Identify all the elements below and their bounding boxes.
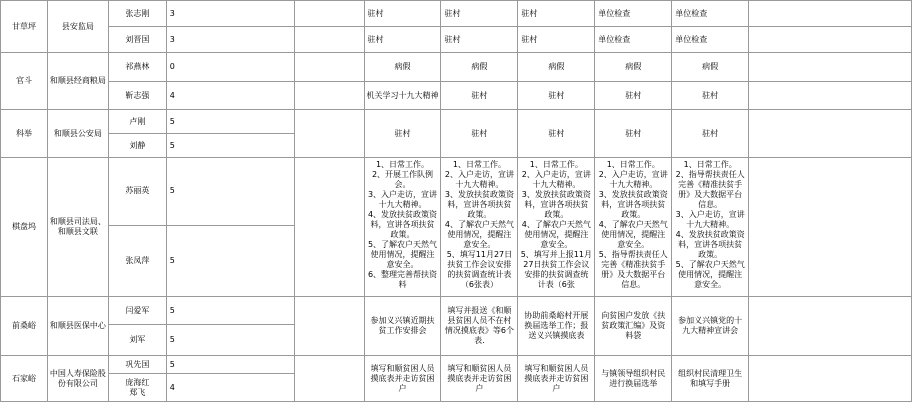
empty-cell (749, 297, 912, 356)
day-cell-block (595, 297, 672, 356)
day-cell: 驻村 (441, 110, 518, 158)
day-cell: 单位检查 (672, 27, 749, 53)
day-cell: 驻村 (441, 27, 518, 53)
table-row (1, 1, 912, 27)
day-text: 1、日常工作。 2、入户走访，宣讲十九大精神。 3、发放扶贫政策资料，宣讲各项扶贫政策。 4、了解农户天然气使用情况，提醒注意安全。 5、填写并上报11月27日扶贫工作会议安排的扶贫调查统计表（6张 (520, 160, 592, 289)
day-cell: 驻村 (441, 82, 518, 110)
count-cell: 5 (166, 110, 294, 134)
empty-cell (294, 53, 364, 82)
day-cell: 单位检查 (672, 1, 749, 27)
count-cell: 5 (166, 225, 294, 296)
count-cell: 5 (166, 297, 294, 325)
table-row (1, 27, 912, 53)
day-cell-block (364, 158, 441, 297)
day-cell-block (364, 356, 441, 402)
day-cell: 驻村 (518, 27, 595, 53)
person-cell: 庞海红 郑飞 (108, 374, 166, 402)
day-text: 填写和顺贫困人员摸底表并走访贫困户 (370, 363, 435, 393)
day-text: 组织村民清理卫生和填写手册 (678, 368, 743, 388)
empty-cell (749, 82, 912, 110)
empty-cell (294, 158, 364, 297)
day-cell-block (595, 158, 672, 297)
day-cell: 驻村 (364, 1, 441, 27)
town-cell: 官斗 (1, 53, 48, 110)
person-cell: 祁燕林 (108, 53, 166, 82)
day-text: 填写和顺贫困人员摸底表并走访贫困户 (447, 363, 512, 393)
day-cell: 驻村 (518, 110, 595, 158)
day-text: 协助前桑峪村开展换届选举工作；报送义兴镇摸底表 (524, 311, 589, 340)
count-cell: 5 (166, 356, 294, 374)
count-cell: 4 (166, 374, 294, 402)
empty-cell (294, 110, 364, 158)
day-text: 1、日常工作。 2、指导帮扶责任人完善《精准扶贫手册》及大数据平台信息。 3、入户走访，宣讲十九大精神。 4、发放扶贫政策资料，宣讲各项扶贫政策。 5、了解农户天然气使用情况，提醒注意安全。 (675, 160, 745, 289)
day-cell: 病假 (441, 53, 518, 82)
day-cell-block (595, 356, 672, 402)
day-cell-block (518, 297, 595, 356)
table-row (1, 356, 912, 374)
town-cell: 甘草坪 (1, 1, 48, 53)
day-cell-block (672, 356, 749, 402)
person-cell: 张志刚 (108, 1, 166, 27)
empty-cell (749, 158, 912, 297)
count-cell: 3 (166, 1, 294, 27)
day-cell: 单位检查 (595, 27, 672, 53)
unit-cell: 和顺县医保中心 (47, 297, 108, 356)
person-cell: 靳志强 (108, 82, 166, 110)
day-cell: 驻村 (672, 110, 749, 158)
town-cell: 前桑峪 (1, 297, 48, 356)
table-row (1, 158, 912, 226)
table-row (1, 82, 912, 110)
day-cell-block (441, 297, 518, 356)
unit-cell: 和顺县经商粮局 (47, 53, 108, 110)
count-cell: 3 (166, 27, 294, 53)
empty-cell (749, 356, 912, 402)
empty-cell (749, 53, 912, 82)
empty-cell (294, 27, 364, 53)
day-text: 1、日常工作。 2、入户走访，宣讲十九大精神。 3、发放扶贫政策资料，宣讲各项扶贫政策。 4、了解农户天然气使用情况，提醒注意安全。 5、指导帮扶责任人完善《精准扶贫手册》及大数据平台信息。 (598, 160, 668, 289)
empty-cell (294, 82, 364, 110)
count-cell: 4 (166, 82, 294, 110)
unit-cell: 和顺县司法局、和顺县文联 (47, 158, 108, 297)
day-cell-block (518, 356, 595, 402)
person-cell: 闫爱军 (108, 297, 166, 325)
day-cell: 驻村 (441, 1, 518, 27)
day-text: 填写和顺贫困人员摸底表并走访贫困户 (524, 363, 589, 393)
day-cell: 驻村 (672, 82, 749, 110)
unit-cell: 中国人寿保险股份有限公司 (47, 356, 108, 402)
count-cell: 5 (166, 134, 294, 158)
day-cell-block (672, 158, 749, 297)
day-text: 向贫困户发放《扶贫政策汇编》及资料袋 (601, 311, 666, 340)
day-cell-block (441, 356, 518, 402)
empty-cell (294, 356, 364, 402)
town-cell: 棋盘坞 (1, 158, 48, 297)
day-cell-block (518, 158, 595, 297)
person-cell: 苏丽英 (108, 158, 166, 226)
day-text: 1、日常工作。 2、开展工作队例会。 3、入户走访，宣讲十九大精神。 4、发放扶贫政策资料，宣讲各项扶贫政策。 5、了解农户天然气使用情况，提醒注意安全。 6、整理完善帮扶资料 (367, 160, 438, 289)
day-cell: 病假 (595, 53, 672, 82)
day-cell: 驻村 (364, 110, 441, 158)
count-cell: 5 (166, 158, 294, 226)
day-text: 参加义兴镇近期扶贫工作安排会 (370, 316, 435, 335)
person-cell: 巩先国 (108, 356, 166, 374)
town-cell: 科举 (1, 110, 48, 158)
count-cell: 0 (166, 53, 294, 82)
table-row (1, 297, 912, 325)
table-row (1, 110, 912, 134)
empty-cell (749, 27, 912, 53)
town-cell: 石家峪 (1, 356, 48, 402)
day-cell: 驻村 (595, 110, 672, 158)
day-text: 1、日常工作。 2、入户走访，宣讲十九大精神。 3、发放扶贫政策资料，宣讲各项扶贫政策。 4、了解农户天然气使用情况，提醒注意安全。 5、填写11月27日扶贫工作会议安排的扶贫调查统计表（6张表） (444, 160, 514, 289)
person-cell: 刘静 (108, 134, 166, 158)
empty-cell (749, 1, 912, 27)
day-text: 填写并报送《和顺县贫困人员不在村情况摸底表》等6个表. (444, 306, 514, 345)
day-cell: 病假 (364, 53, 441, 82)
unit-cell: 和顺县公安局 (47, 110, 108, 158)
empty-cell (749, 110, 912, 158)
day-cell: 病假 (518, 53, 595, 82)
day-cell-block (441, 158, 518, 297)
day-cell: 驻村 (518, 1, 595, 27)
day-cell: 病假 (672, 53, 749, 82)
day-cell-block (672, 297, 749, 356)
count-cell: 5 (166, 325, 294, 356)
person-cell: 刘军 (108, 325, 166, 356)
unit-cell: 县安监局 (47, 1, 108, 53)
person-cell: 张凤萍 (108, 225, 166, 296)
table-row (1, 53, 912, 82)
day-cell: 驻村 (595, 82, 672, 110)
day-cell: 单位检查 (595, 1, 672, 27)
person-cell: 刘晋国 (108, 27, 166, 53)
day-cell: 驻村 (364, 27, 441, 53)
empty-cell (294, 1, 364, 27)
empty-cell (294, 297, 364, 356)
day-text: 参加义兴镇党的十九大精神宣讲会 (678, 316, 743, 335)
day-cell-block (364, 297, 441, 356)
person-cell: 卢刚 (108, 110, 166, 134)
day-cell: 机关学习十九大精神 (364, 82, 441, 110)
day-cell: 驻村 (518, 82, 595, 110)
day-text: 与镇领导组织村民进行换届选举 (601, 368, 666, 388)
